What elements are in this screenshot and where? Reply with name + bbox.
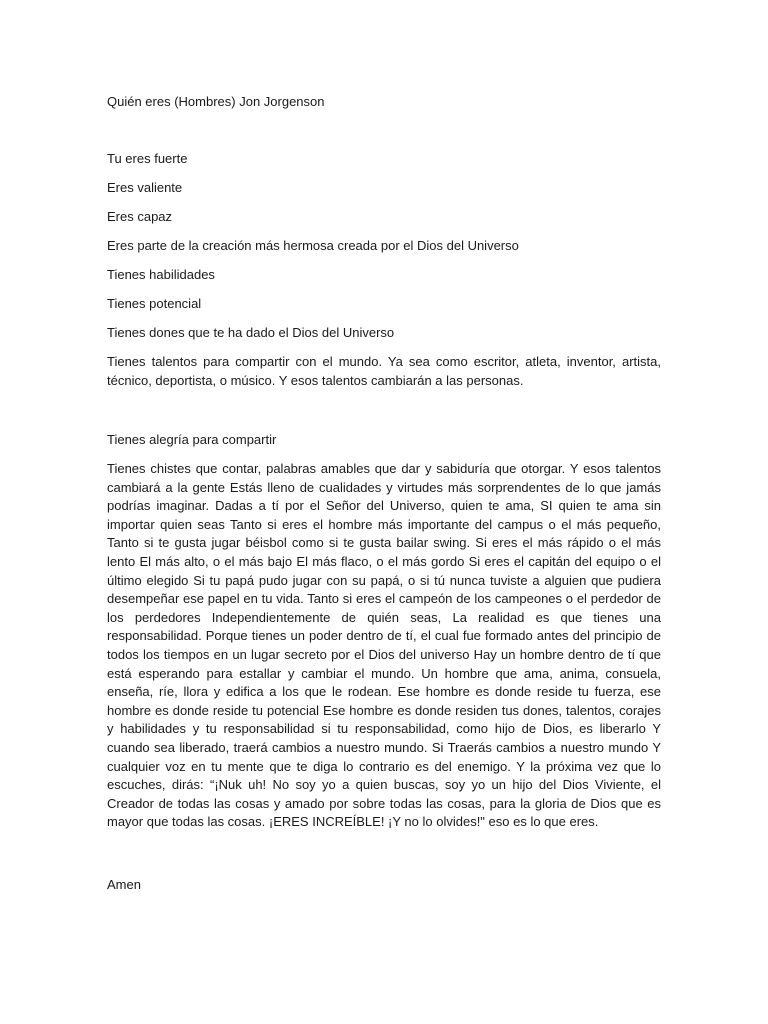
affirmation-line: Eres capaz — [107, 209, 173, 224]
closing-amen: Amen — [107, 877, 141, 892]
document-title: Quién eres (Hombres) Jon Jorgenson — [107, 94, 325, 109]
affirmation-line: Eres parte de la creación más hermosa creada por el Dios del Universo — [107, 238, 519, 253]
joy-line: Tienes alegría para compartir — [107, 432, 277, 447]
main-paragraph: Tienes chistes que contar, palabras amables que dar y sabiduría que otorgar. Y esos talentos cambiará a la gente Estás lleno de cualidades y virtudes más sorprendentes de lo que jamás podrías imaginar. Dadas a tí por el Señor del Universo, quien te ama, SI quien te ama sin importar quien seas Tanto si eres el hombre más importante del campus o el más pequeño, Tanto si te gusta jugar béisbol como si te gusta bailar swing. Si eres el más rápido o el más lento El más alto, o el más bajo El más flaco, o el más gordo Si eres el capitán del equipo o el último elegido Si tu papá pudo jugar con su papá, o si tú nunca tuviste a alguien que pudiera desempeñar ese papel en tu vida. Tanto si eres el campeón de los campeones o el perdedor de los perdedores Independientemente de quién seas, La realidad es que tienes una responsabilidad. Porque tienes un poder dentro de tí, el cual fue formado antes del principio de todos los tiempos en un lugar secreto por el Dios del universo Hay un hombre dentro de tí que está esperando para estallar y cambiar el mundo. Un hombre que ama, anima, consuela, enseña, ríe, llora y edifica a los que le rodean. Ese hombre es donde reside tu fuerza, ese hombre es donde reside tu potencial Ese hombre es donde residen tus dones, talentos, corajes y habilidades y tu responsabilidad si tu responsabilidad, como hijo de Dios, es liberarlo Y cuando sea liberado, traerá cambios a nuestro mundo. Si Traerás cambios a nuestro mundo Y cualquier voz en tu mente que te diga lo contrario es del enemigo. Y la próxima vez que lo escuches, dirás: “¡Nuk uh! No soy yo a quien buscas, soy yo un hijo del Dios Viviente, el Creador de todas las cosas y amado por sobre todas las cosas, para la gloria de Dios que es mayor que todas las cosas. ¡ERES INCREÍBLE! ¡Y no lo olvides!" eso es lo que eres. — [107, 461, 661, 830]
affirmation-line: Tienes potencial — [107, 296, 202, 311]
affirmation-line: Tienes dones que te ha dado el Dios del Universo — [107, 325, 395, 340]
affirmation-line: Eres valiente — [107, 180, 183, 195]
talents-paragraph: Tienes talentos para compartir con el mundo. Ya sea como escritor, atleta, inventor, artista, técnico, deportista, o músico. Y esos talentos cambiarán a las personas. — [107, 354, 661, 388]
affirmation-line: Tu eres fuerte — [107, 151, 188, 166]
affirmation-line: Tienes habilidades — [107, 267, 215, 282]
